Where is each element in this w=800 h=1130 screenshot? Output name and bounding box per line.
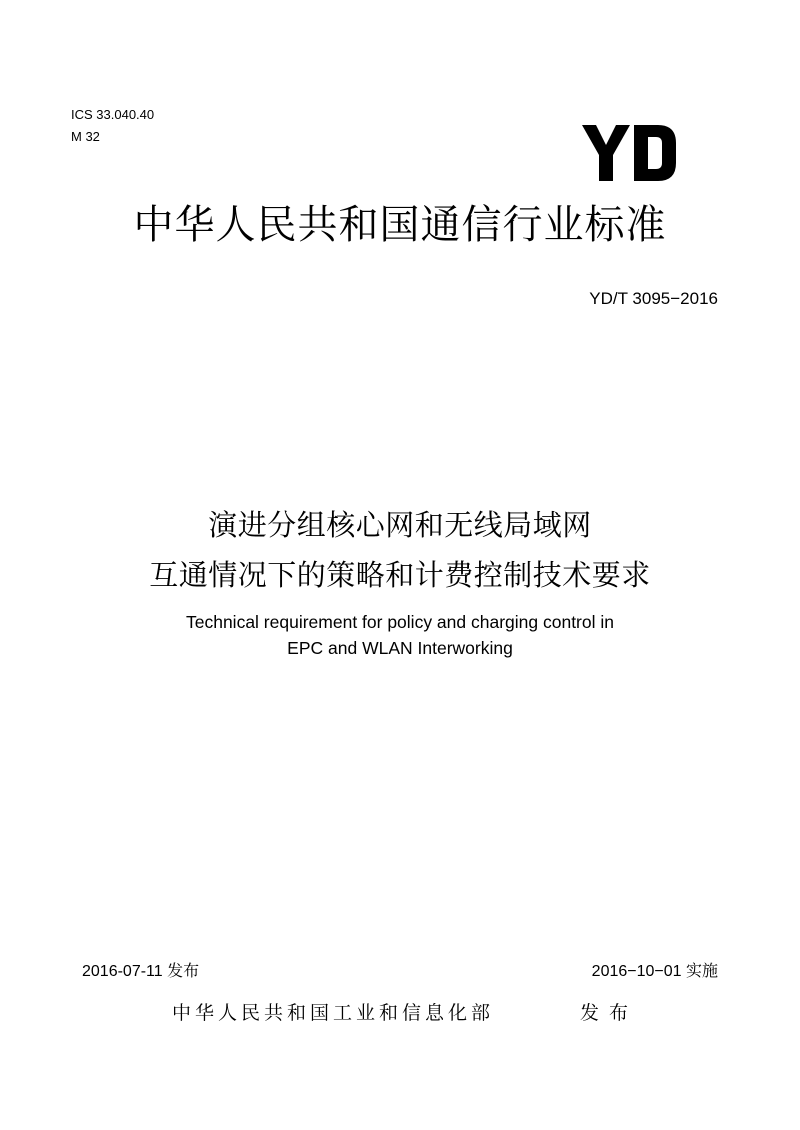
title-en-line-1: Technical requirement for policy and charging control in (185, 612, 614, 632)
issue-date: 2016-07-11 发布 (82, 963, 200, 980)
issuing-authority-title: 中华人民共和国通信行业标准 (133, 202, 667, 248)
issuer-suffix: 发布 (580, 1002, 639, 1024)
category-code: M 32 (71, 129, 100, 144)
ics-code: ICS 33.040.40 (71, 107, 155, 122)
title-zh-line-2: 互通情况下的策略和计费控制技术要求 (149, 558, 651, 592)
title-en-line-2: EPC and WLAN Interworking (287, 638, 513, 658)
issuer-name: 中华人民共和国工业和信息化部 (172, 1002, 495, 1024)
title-zh-line-1: 演进分组核心网和无线局域网 (208, 508, 592, 542)
yd-logo (582, 125, 678, 185)
standard-number: YD/T 3095−2016 (589, 289, 718, 308)
implementation-date: 2016−10−01 实施 (591, 963, 718, 980)
